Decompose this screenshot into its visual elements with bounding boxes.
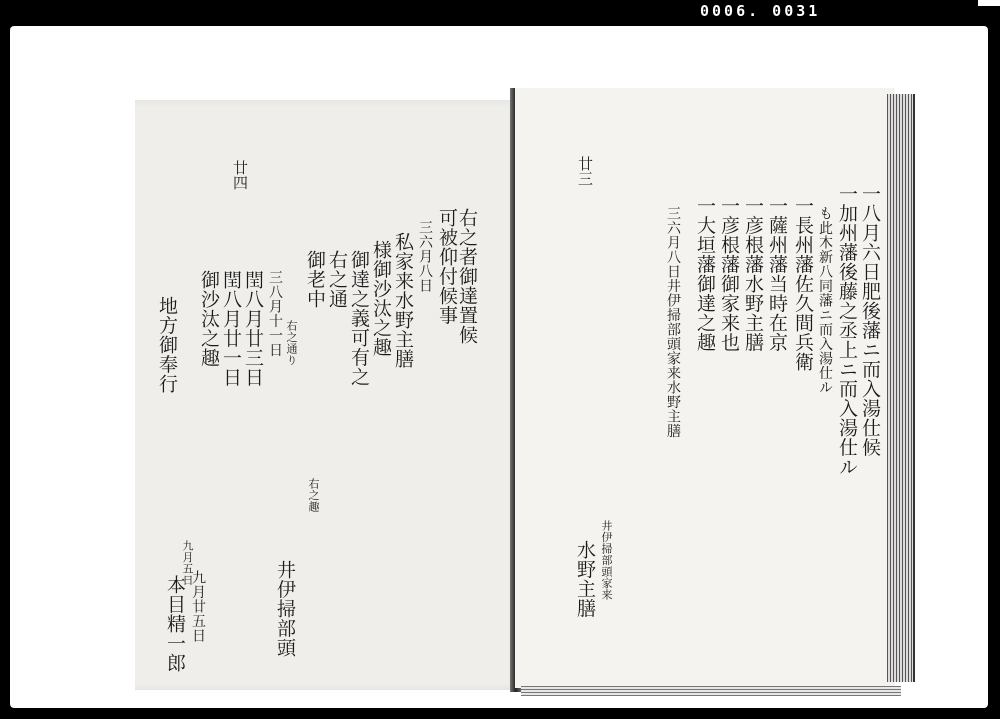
right-page-number: 廿三 [576,156,594,186]
left-entry-11: 閏八月廿一日 [220,270,242,387]
right-entry-6: 一彦根藩水野主膳 [742,196,764,352]
left-note-3: 右之趣 [307,478,320,513]
left-entry-7: 右之通 [326,250,348,309]
right-entry-9: 三六月八日井伊掃部頭家来水野主膳 [665,206,681,438]
left-entry-13: 地方御奉行 [156,296,178,394]
page-edges [887,94,915,682]
right-entry-5: 一薩州藩当時在京 [766,196,788,352]
left-entry-6: 御達之義可有之 [348,250,370,387]
left-note-2: 九月五日 [181,540,194,586]
right-entry-2: 一加州藩後藤之丞上ニ而入湯仕ル [836,184,858,477]
left-entry-3: 三六月八日 [417,220,433,293]
right-entry-7: 一彦根藩御家来也 [718,196,740,352]
film-corner-tab [978,0,1000,6]
left-entry-5: 様御沙汰之趣 [370,240,392,357]
left-entry-1: 右之者御達置候 [456,208,478,345]
right-entry-3: も此木新八同藩ニ而入湯仕ル [817,206,833,395]
frame-number: 0006. 0031 [700,2,821,20]
open-book [135,88,910,696]
left-signature: 井伊掃部頭 [274,560,296,658]
right-signature-title: 井伊掃部頭家来 [600,520,613,601]
left-second-signature: 本目精一郎 [164,575,186,673]
left-note-1: 右之通り [285,320,298,366]
right-entry-4: 一長州藩佐久間兵衛 [792,196,814,372]
left-entry-8: 御老中 [304,250,326,309]
left-page-number: 廿四 [231,160,249,190]
left-second-date: 九月廿五日 [190,570,206,643]
right-entry-1: 一八月六日肥後藩ニ而入湯仕候 [859,184,881,457]
right-signature-name: 水野主膳 [574,540,596,618]
right-page [515,88,895,688]
right-entry-8: 一大垣藩御達之趣 [694,196,716,352]
left-page [135,100,520,690]
left-entry-12: 御沙汰之趣 [198,270,220,368]
left-entry-2: 可被仰付候事 [436,208,458,325]
microfilm-frame [10,26,988,708]
left-entry-9: 三八月十一日 [267,270,283,357]
page-bottom-edges [521,686,901,696]
left-entry-10: 閏八月廿三日 [242,270,264,387]
left-entry-4: 私家来水野主膳 [392,232,414,369]
